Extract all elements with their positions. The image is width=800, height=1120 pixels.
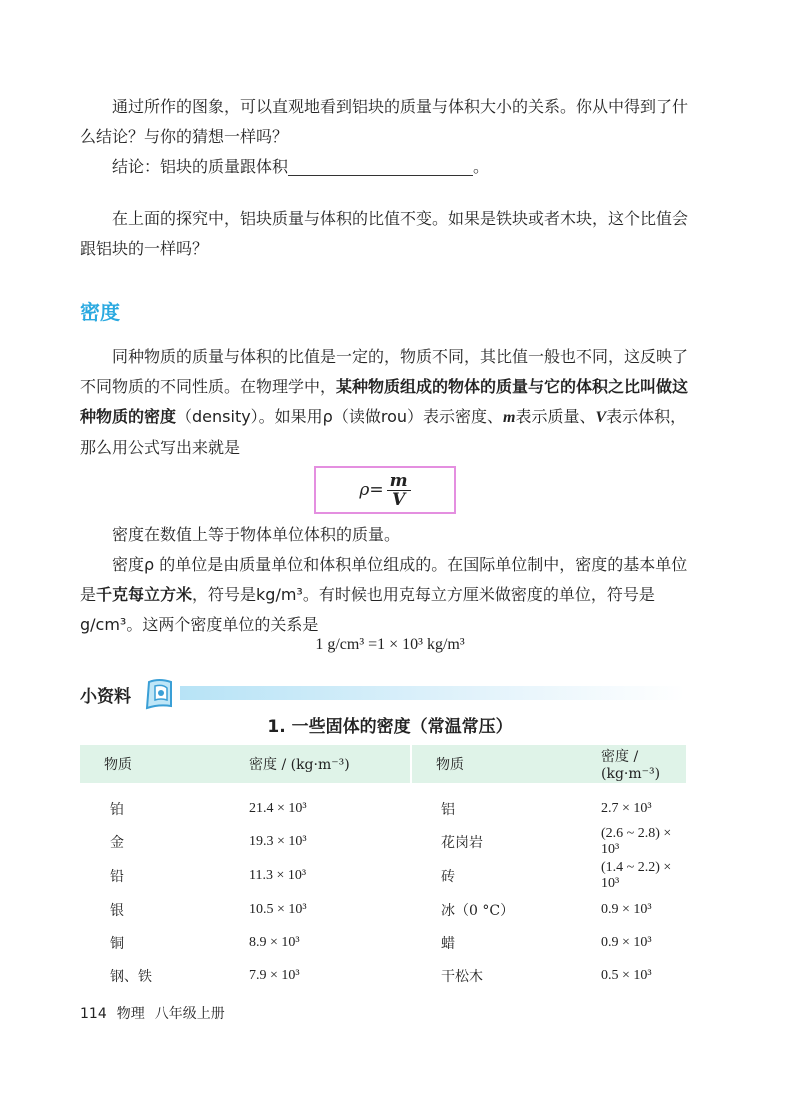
density-cell: 7.9 × 10³ <box>249 967 300 983</box>
substance-cell: 铜 <box>110 935 124 952</box>
mass-symbol: m <box>503 409 516 426</box>
formula-denominator: V <box>392 489 406 510</box>
sidebar-title: 小资料 <box>80 687 131 707</box>
conclusion-line <box>80 152 700 182</box>
definition-text-1: 同种物质的质量与体积的比值是一定的，物质不同，其比值一般也不同，这反映了不同物质的不同性质。在物理学中， <box>80 347 689 396</box>
header-substance-1: 物质 <box>80 745 225 783</box>
density-cell: 2.7 × 10³ <box>601 800 652 816</box>
density-cell: 21.4 × 10³ <box>249 800 307 816</box>
density-cell: 0.9 × 10³ <box>601 901 652 917</box>
substance-cell: 干松木 <box>441 968 483 985</box>
header-substance-2: 物质 <box>411 745 577 783</box>
table-row <box>80 893 686 926</box>
substance-cell: 铅 <box>110 869 124 885</box>
definition-text-4: 表示体积，那么用公式写出来就是 <box>80 407 687 457</box>
answer-blank[interactable] <box>288 157 473 176</box>
substance-cell: 铂 <box>110 801 124 818</box>
table-row <box>80 959 686 992</box>
unit-bold: 千克每立方米 <box>96 585 193 604</box>
header-density-2: 密度 / (kg·m⁻³) <box>577 745 686 783</box>
density-cell: (1.4 ~ 2.2) × 10³ <box>601 860 672 891</box>
density-cell: 0.9 × 10³ <box>601 934 652 950</box>
density-formula <box>314 466 456 514</box>
intro-text: 通过所作的图象，可以直观地看到铝块的质量与体积大小的关系。你从中得到了什么结论？与你的猜想一样吗？ <box>80 97 689 146</box>
substance-cell: 冰（0 °C） <box>441 902 515 919</box>
formula-fraction <box>387 472 411 509</box>
substance-cell: 花岗岩 <box>441 835 483 851</box>
table-row <box>80 825 686 859</box>
footer-volume: 八年级上册 <box>154 1006 225 1022</box>
definition-text-2: （density）。如果用ρ（读做rou）表示密度、 <box>176 407 503 426</box>
table-row <box>80 783 686 825</box>
question-paragraph <box>80 204 700 264</box>
meaning-paragraph <box>80 520 700 550</box>
substance-cell: 金 <box>110 835 124 851</box>
substance-cell: 蜡 <box>441 935 455 952</box>
footer-subject: 物理 <box>116 1006 145 1022</box>
definition-paragraph <box>80 342 700 463</box>
density-cell: (2.6 ~ 2.8) × 10³ <box>601 826 672 857</box>
table-row <box>80 926 686 959</box>
question-text: 在上面的探究中，铝块质量与体积的比值不变。如果是铁块或者木块，这个比值会跟铝块的一样吗？ <box>80 209 689 258</box>
page-footer <box>80 1003 235 1023</box>
volume-symbol: V <box>595 409 607 426</box>
definition-bold: 某种物质组成的物体的质量与它的体积之比叫做这种物质的密度 <box>80 377 689 426</box>
conclusion-prefix: 结论：铝块的质量跟体积 <box>112 157 289 176</box>
substance-cell: 银 <box>110 902 124 919</box>
substance-cell: 钢、铁 <box>110 968 152 985</box>
table-row <box>80 859 686 893</box>
page-number: 114 <box>80 1006 107 1022</box>
meaning-text: 密度在数值上等于物体单位体积的质量。 <box>112 525 401 544</box>
density-cell: 10.5 × 10³ <box>249 901 307 917</box>
notebook-icon <box>141 676 181 714</box>
header-density-1: 密度 / (kg·m⁻³) <box>225 745 411 783</box>
formula-lhs: ρ= <box>359 480 384 500</box>
density-table <box>80 745 686 992</box>
unit-relation: 1 g/cm³ =1 × 10³ kg/m³ <box>315 636 465 653</box>
conclusion-suffix: 。 <box>473 157 490 176</box>
table-header-row <box>80 745 686 783</box>
substance-cell: 砖 <box>441 869 455 885</box>
section-heading: 密度 <box>80 300 120 324</box>
density-cell: 19.3 × 10³ <box>249 834 307 849</box>
table-title: 1. 一些固体的密度（常温常压） <box>267 717 513 737</box>
sidebar-banner-line <box>180 686 685 700</box>
definition-text-3: 表示质量、 <box>515 407 596 426</box>
unit-paragraph <box>80 550 700 640</box>
intro-paragraph <box>80 92 700 152</box>
substance-cell: 铝 <box>441 801 455 818</box>
formula-numerator: m <box>387 472 411 491</box>
unit-text-2: ，符号是kg/m³。有时候也用克每立方厘米做密度的单位，符号是g/cm³。这两个密度单位的关系是 <box>80 585 655 634</box>
density-cell: 0.5 × 10³ <box>601 967 652 983</box>
density-cell: 8.9 × 10³ <box>249 934 300 950</box>
density-cell: 11.3 × 10³ <box>249 868 307 883</box>
unit-text-1: 密度ρ 的单位是由质量单位和体积单位组成的。在国际单位制中，密度的基本单位是 <box>80 555 688 604</box>
